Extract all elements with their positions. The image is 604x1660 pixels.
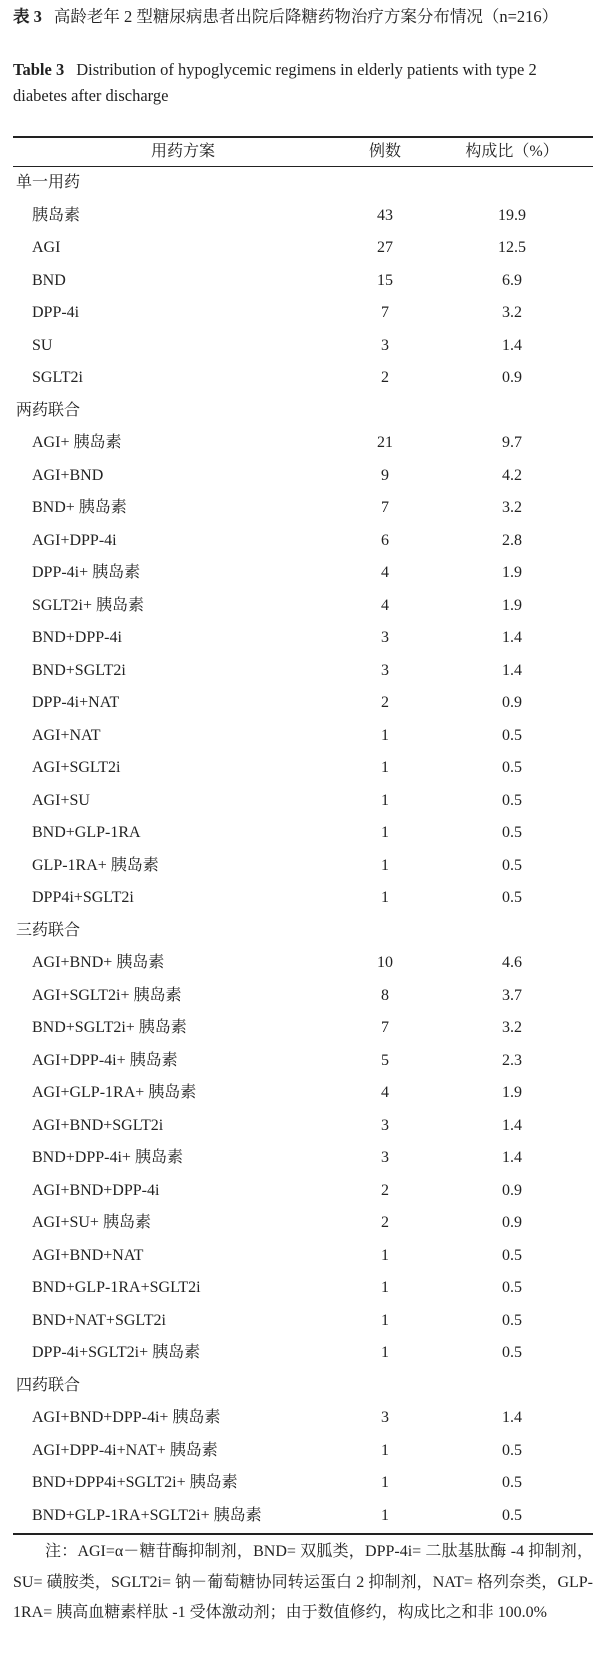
count-cell: 2	[381, 694, 389, 711]
table-row	[0, 1142, 604, 1175]
percent-cell: 0.5	[502, 1441, 522, 1459]
count-cell: 3	[381, 661, 389, 679]
regimen-cell: BND+GLP-1RA	[32, 824, 141, 841]
percent-cell: 0.5	[502, 1506, 522, 1524]
percent-cell: 6.9	[502, 271, 522, 289]
percent-cell: 9.7	[502, 434, 522, 451]
regimen-cell: SGLT2i+ 胰岛素	[32, 596, 145, 614]
count-cell: 1	[381, 824, 389, 841]
table-group-row	[0, 1370, 604, 1403]
table-row	[0, 557, 604, 590]
regimen-cell: AGI+ 胰岛素	[32, 434, 122, 451]
table-bottom-rule	[13, 1533, 593, 1535]
table-row	[0, 1045, 604, 1078]
table-row	[0, 1337, 604, 1370]
table-row	[0, 817, 604, 850]
table-title-en: Distribution of hypoglycemic regimens in elderly patients with type 2 diabetes after discharge	[13, 60, 537, 105]
percent-cell: 1.4	[502, 1409, 522, 1426]
table-row	[0, 1077, 604, 1110]
count-cell: 1	[381, 726, 389, 744]
table-row	[0, 1402, 604, 1435]
count-cell: 7	[381, 304, 389, 321]
percent-cell: 0.5	[502, 1344, 522, 1361]
percent-cell: 0.5	[502, 1311, 522, 1329]
percent-cell: 12.5	[498, 239, 526, 256]
percent-cell: 0.5	[502, 726, 522, 744]
regimen-cell: BND+NAT+SGLT2i	[32, 1311, 166, 1329]
count-cell: 1	[381, 1474, 389, 1491]
table-row	[0, 297, 604, 330]
table-row	[0, 622, 604, 655]
regimen-cell: BND+SGLT2i+ 胰岛素	[32, 1019, 187, 1036]
table-row	[0, 1110, 604, 1143]
group-label: 单一用药	[16, 174, 81, 191]
header-percent: 构成比（%）	[465, 143, 559, 160]
regimen-cell: AGI+BND	[32, 466, 104, 484]
percent-cell: 3.2	[502, 1019, 522, 1036]
count-cell: 6	[381, 531, 389, 549]
table-row	[0, 1207, 604, 1240]
regimen-cell: SGLT2i	[32, 369, 83, 386]
table-footnote: 注：AGI=α－糖苷酶抑制剂，BND= 双胍类，DPP-4i= 二肽基肽酶 -4 抑制剂，SU= 磺胺类，SGLT2i= 钠－葡萄糖协同转运蛋白 2 抑制剂，NAT= 格列奈类，GLP-1RA= 胰高血糖素样肽 -1 受体激动剂；由于数值修约，构成比之和非 100.0%	[13, 1543, 593, 1621]
table-header	[0, 137, 604, 166]
header-regimen: 用药方案	[150, 143, 215, 160]
count-cell: 27	[377, 239, 393, 256]
table-row	[0, 850, 604, 883]
table-group-row	[0, 395, 604, 428]
table-row	[0, 460, 604, 493]
regimen-cell: AGI+BND+SGLT2i	[32, 1116, 164, 1134]
percent-cell: 4.6	[502, 954, 522, 971]
count-cell: 5	[381, 1051, 389, 1069]
count-cell: 7	[381, 1019, 389, 1036]
percent-cell: 2.8	[502, 531, 522, 549]
count-cell: 1	[381, 759, 389, 776]
table-row	[0, 1175, 604, 1208]
table-title-zh: 高龄老年 2 型糖尿病患者出院后降糖药物治疗方案分布情况（n=216）	[53, 7, 559, 26]
percent-cell: 0.5	[502, 1246, 522, 1264]
regimen-cell: SU	[32, 336, 53, 354]
table-group-row	[0, 167, 604, 200]
regimen-cell: AGI+SGLT2i+ 胰岛素	[32, 986, 182, 1004]
percent-cell: 1.4	[502, 336, 522, 354]
regimen-cell: BND+DPP4i+SGLT2i+ 胰岛素	[32, 1474, 238, 1491]
table-row	[0, 947, 604, 980]
table-row	[0, 655, 604, 688]
count-cell: 3	[381, 336, 389, 354]
table-body	[0, 167, 604, 1532]
percent-cell: 3.2	[502, 499, 522, 516]
count-cell: 1	[381, 1506, 389, 1524]
regimen-cell: BND+DPP-4i+ 胰岛素	[32, 1149, 183, 1166]
percent-cell: 4.2	[502, 466, 522, 484]
table-row	[0, 1240, 604, 1273]
regimen-cell: 胰岛素	[32, 206, 81, 224]
table-row	[0, 200, 604, 233]
count-cell: 3	[381, 1149, 389, 1166]
table-row	[0, 427, 604, 460]
percent-cell: 3.7	[502, 986, 522, 1004]
regimen-cell: AGI	[32, 239, 61, 256]
count-cell: 2	[381, 1214, 389, 1231]
regimen-cell: AGI+BND+DPP-4i+ 胰岛素	[32, 1409, 221, 1426]
table-row	[0, 1435, 604, 1468]
count-cell: 1	[381, 856, 389, 874]
table-caption-zh	[13, 4, 593, 30]
table-row	[0, 330, 604, 363]
table-caption-en	[13, 57, 593, 109]
count-cell: 7	[381, 499, 389, 516]
regimen-cell: AGI+BND+DPP-4i	[32, 1181, 160, 1199]
table-label-zh: 表 3	[13, 7, 42, 26]
regimen-cell: AGI+SU+ 胰岛素	[32, 1214, 151, 1231]
header-count: 例数	[368, 143, 401, 160]
count-cell: 1	[381, 1441, 389, 1459]
regimen-cell: AGI+SU	[32, 791, 90, 809]
count-cell: 1	[381, 1311, 389, 1329]
count-cell: 43	[377, 206, 393, 224]
regimen-cell: AGI+BND+ 胰岛素	[32, 954, 165, 971]
regimen-cell: DPP-4i+ 胰岛素	[32, 564, 141, 581]
percent-cell: 1.9	[502, 596, 522, 614]
table-row	[0, 785, 604, 818]
count-cell: 8	[381, 986, 389, 1004]
count-cell: 2	[381, 1181, 389, 1199]
percent-cell: 0.5	[502, 1279, 522, 1296]
regimen-cell: DPP-4i+SGLT2i+ 胰岛素	[32, 1344, 201, 1361]
regimen-cell: BND+GLP-1RA+SGLT2i+ 胰岛素	[32, 1506, 262, 1524]
group-label: 三药联合	[16, 921, 81, 939]
count-cell: 3	[381, 1409, 389, 1426]
count-cell: 4	[381, 596, 389, 614]
percent-cell: 0.5	[502, 791, 522, 809]
percent-cell: 0.5	[502, 856, 522, 874]
regimen-cell: DPP-4i+NAT	[32, 694, 120, 711]
regimen-cell: BND+ 胰岛素	[32, 499, 127, 516]
count-cell: 21	[377, 434, 393, 451]
regimen-cell: BND+SGLT2i	[32, 661, 126, 679]
percent-cell: 1.9	[502, 564, 522, 581]
table-row	[0, 1305, 604, 1338]
table-row	[0, 492, 604, 525]
table-row	[0, 1467, 604, 1500]
percent-cell: 0.5	[502, 824, 522, 841]
percent-cell: 0.9	[502, 1214, 522, 1231]
table-row	[0, 1012, 604, 1045]
percent-cell: 1.4	[502, 629, 522, 646]
regimen-cell: AGI+DPP-4i+NAT+ 胰岛素	[32, 1441, 218, 1459]
count-cell: 4	[381, 1084, 389, 1101]
regimen-cell: AGI+DPP-4i	[32, 531, 117, 549]
table-row	[0, 232, 604, 265]
count-cell: 3	[381, 629, 389, 646]
count-cell: 1	[381, 1344, 389, 1361]
percent-cell: 3.2	[502, 304, 522, 321]
regimen-cell: AGI+GLP-1RA+ 胰岛素	[32, 1084, 197, 1101]
table-row	[0, 687, 604, 720]
count-cell: 1	[381, 1246, 389, 1264]
table-row	[0, 882, 604, 915]
count-cell: 4	[381, 564, 389, 581]
regimen-cell: AGI+BND+NAT	[32, 1246, 144, 1264]
table-row	[0, 265, 604, 298]
group-label: 四药联合	[16, 1376, 81, 1394]
percent-cell: 0.9	[502, 694, 522, 711]
percent-cell: 1.4	[502, 1149, 522, 1166]
count-cell: 15	[377, 271, 393, 289]
regimen-cell: GLP-1RA+ 胰岛素	[32, 856, 159, 874]
percent-cell: 1.4	[502, 661, 522, 679]
table-row	[0, 752, 604, 785]
table-label-en: Table 3	[13, 60, 65, 79]
percent-cell: 0.9	[502, 369, 522, 386]
regimen-cell: DPP4i+SGLT2i	[32, 889, 134, 906]
percent-cell: 0.5	[502, 889, 522, 906]
percent-cell: 1.4	[502, 1116, 522, 1134]
regimen-cell: BND+DPP-4i	[32, 629, 122, 646]
table-row	[0, 1272, 604, 1305]
regimen-cell: DPP-4i	[32, 304, 80, 321]
percent-cell: 1.9	[502, 1084, 522, 1101]
regimen-cell: AGI+NAT	[32, 726, 101, 744]
table-group-row	[0, 915, 604, 948]
regimen-cell: BND	[32, 271, 66, 289]
table-row	[0, 525, 604, 558]
regimen-cell: AGI+SGLT2i	[32, 759, 121, 776]
table-row	[0, 590, 604, 623]
table-row	[0, 362, 604, 395]
count-cell: 2	[381, 369, 389, 386]
table-row	[0, 1500, 604, 1533]
count-cell: 10	[377, 954, 393, 971]
percent-cell: 0.5	[502, 759, 522, 776]
percent-cell: 19.9	[498, 206, 526, 224]
regimen-cell: BND+GLP-1RA+SGLT2i	[32, 1279, 201, 1296]
percent-cell: 0.5	[502, 1474, 522, 1491]
count-cell: 1	[381, 1279, 389, 1296]
group-label: 两药联合	[16, 401, 81, 419]
table-row	[0, 720, 604, 753]
count-cell: 1	[381, 889, 389, 906]
percent-cell: 0.9	[502, 1181, 522, 1199]
percent-cell: 2.3	[502, 1051, 522, 1069]
count-cell: 3	[381, 1116, 389, 1134]
regimen-cell: AGI+DPP-4i+ 胰岛素	[32, 1051, 178, 1069]
count-cell: 1	[381, 791, 389, 809]
table-row	[0, 980, 604, 1013]
count-cell: 9	[381, 466, 389, 484]
